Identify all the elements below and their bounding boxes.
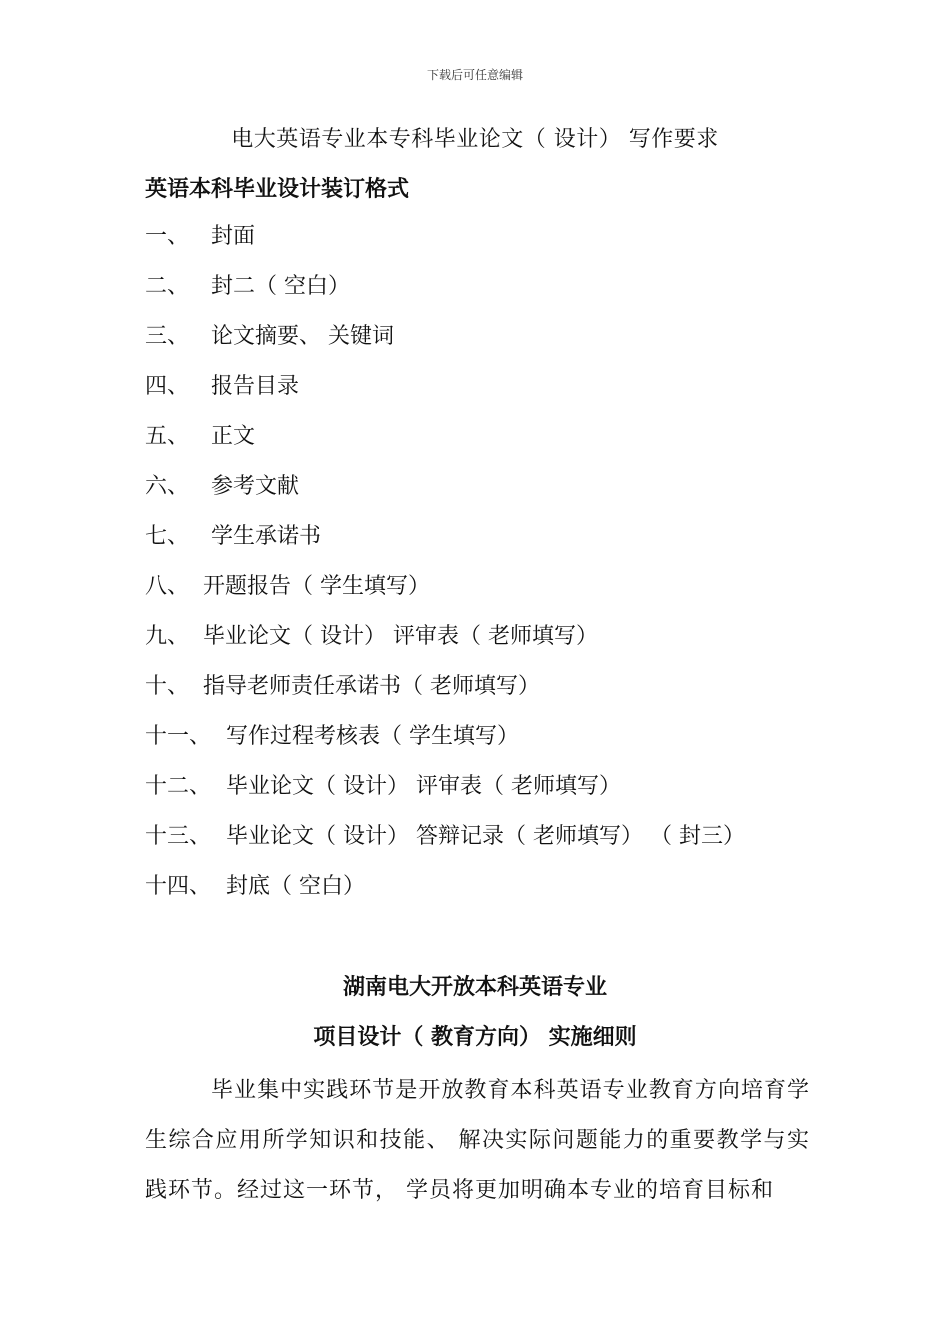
section-heading-program: 湖南电大开放本科英语专业 (342, 975, 607, 1000)
list-item-number: 十三、 (145, 824, 212, 849)
list-item-text: 封二（ 空白） (211, 274, 350, 299)
section-heading-rules: 项目设计（ 教育方向） 实施细则 (313, 1025, 637, 1050)
list-item (145, 572, 745, 622)
list-item (145, 772, 745, 822)
list-item-text: 毕业论文（ 设计） 答辩记录（ 老师填写） （ 封三） (226, 824, 745, 849)
list-item-number: 五、 (145, 424, 190, 449)
list-item-text: 封面 (211, 224, 256, 249)
list-item-number: 八、 (145, 574, 190, 599)
list-item-number: 二、 (145, 274, 190, 299)
list-item-number: 十一、 (145, 724, 212, 749)
list-item (145, 322, 745, 372)
list-item-text: 写作过程考核表（ 学生填写） (226, 724, 519, 749)
list-item (145, 822, 745, 872)
list-item (145, 622, 745, 672)
body-paragraph: 毕业集中实践环节是开放教育本科英语专业教育方向培育学生综合应用所学知识和技能、 解决实际问题能力的重要教学与实践环节。经过这一环节， 学员将更加明确本专业的培育目标和 (145, 1078, 810, 1203)
list-item-text: 指导老师责任承诺书（ 老师填写） (203, 674, 540, 699)
header-note: 下载后可任意编辑 (426, 68, 523, 82)
list-item-text: 正文 (211, 424, 256, 449)
list-item (145, 272, 745, 322)
list-item-number: 七、 (145, 524, 190, 549)
list-item-text: 毕业论文（ 设计） 评审表（ 老师填写） (226, 774, 621, 799)
list-item (145, 872, 745, 922)
list-item (145, 472, 745, 522)
list-item-text: 开题报告（ 学生填写） (203, 574, 430, 599)
list-item-number: 十四、 (145, 874, 212, 899)
list-item (145, 422, 745, 472)
list-item-number: 十二、 (145, 774, 212, 799)
list-item-text: 报告目录 (211, 374, 300, 399)
list-item (145, 722, 745, 772)
list-item-text: 毕业论文（ 设计） 评审表（ 老师填写） (203, 624, 598, 649)
list-item-number: 一、 (145, 224, 190, 249)
list-item-text: 封底（ 空白） (226, 874, 365, 899)
list-item-text: 参考文献 (211, 474, 300, 499)
list-item (145, 372, 745, 422)
list-item-number: 四、 (145, 374, 190, 399)
list-item-number: 六、 (145, 474, 190, 499)
list-item (145, 222, 745, 272)
binding-format-heading: 英语本科毕业设计装订格式 (145, 177, 410, 202)
list-item-text: 论文摘要、 关键词 (211, 324, 394, 349)
list-item-number: 十、 (145, 674, 190, 699)
binding-order-list (145, 222, 745, 922)
list-item (145, 522, 745, 572)
list-item-number: 九、 (145, 624, 190, 649)
list-item-number: 三、 (145, 324, 190, 349)
list-item-text: 学生承诺书 (211, 524, 322, 549)
list-item (145, 672, 745, 722)
document-title: 电大英语专业本专科毕业论文（ 设计） 写作要求 (231, 127, 719, 152)
